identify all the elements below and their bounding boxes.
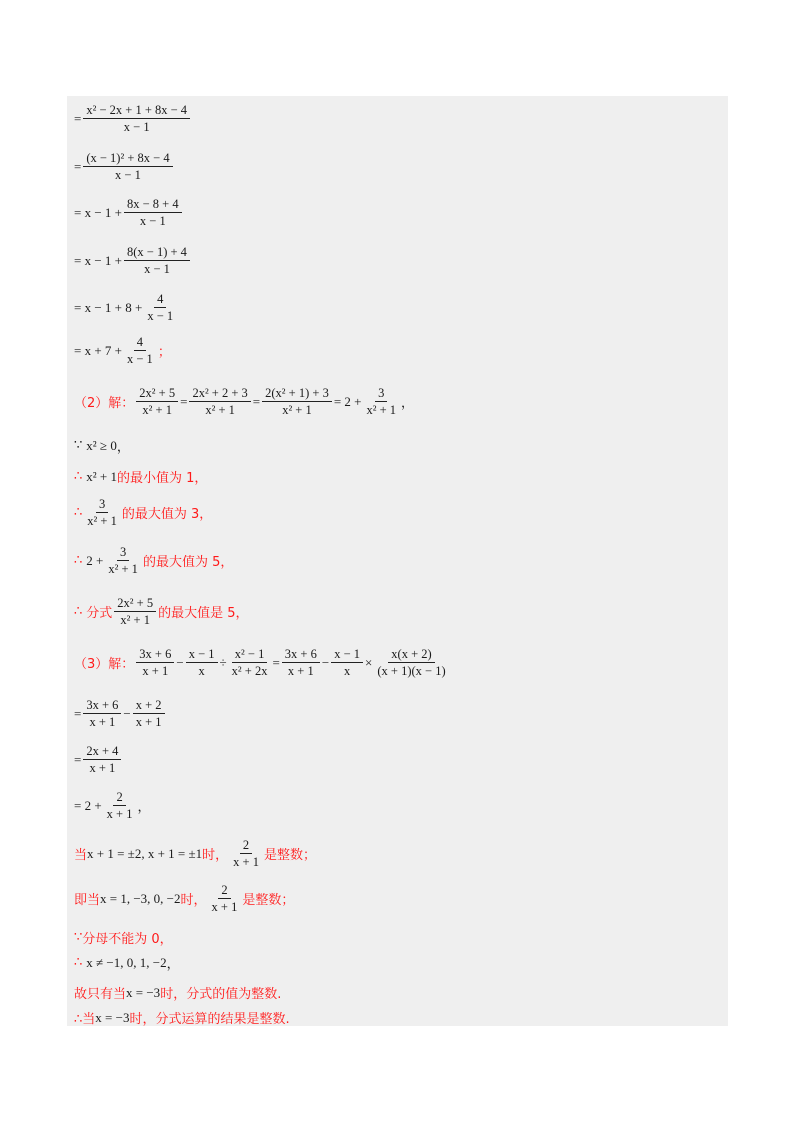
denominator: x² + 1 [120,613,150,627]
conclusion-text: 的最大值是 5， [158,606,249,621]
fraction [83,150,172,183]
operator: ÷ [219,654,227,670]
step-line-4 [74,244,192,277]
numerator: 8x − 8 + 4 [124,196,182,213]
condition-line-1 [74,837,316,870]
step-line-p3-3 [74,789,151,822]
inline-math: x + 1 = ±2, x + 1 = ±1 [87,845,203,861]
punctuation: ， [137,799,151,814]
numerator: x − 1 [331,646,363,663]
denominator: x + 1 [287,664,314,678]
equals-sign: = [252,393,261,409]
numerator: x² − 1 [232,646,268,663]
inline-math: x = 1, −3, 0, −2 [100,890,181,906]
fraction [144,291,176,324]
therefore-symbol: ∴ [74,505,83,520]
step-line-p3-1 [74,697,167,730]
expression: = x − 1 + [74,252,122,268]
denominator: x − 1 [147,309,174,323]
fraction [363,385,399,418]
denominator: x² + 1 [282,403,312,417]
equals-sign: = [74,751,82,767]
therefore-line-2 [74,496,212,529]
label-text: 时， [180,893,207,908]
punctuation: ， [116,439,130,454]
therefore-symbol: ∴ [74,469,83,484]
denominator: x + 1 [211,900,238,914]
fraction [124,244,190,277]
expression: = x + 7 + [74,342,122,358]
equals-sign: = [180,393,188,409]
numerator: 3x + 6 [136,646,174,663]
denominator: x − 1 [127,352,153,366]
numerator: x(x + 2) [388,646,434,663]
step-line-p3-2 [74,743,123,776]
label-text: 即当 [74,893,101,908]
therefore-line-5 [74,953,180,972]
because-symbol: ∵ [74,438,83,453]
therefore-line-3 [74,544,233,577]
conclusion-text: 时，分式运算的结果是整数. [129,1012,290,1027]
numerator: 2x + 4 [83,743,121,760]
expression: = 2 + [74,797,102,813]
denominator: x + 1 [89,715,116,729]
condition-line-2 [74,882,294,915]
numerator: 3 [96,496,108,513]
denominator: x² + 1 [366,403,397,417]
denominator: x + 1 [106,807,133,821]
operator: − [321,654,330,670]
fraction [124,196,182,229]
fraction [133,697,165,730]
conclusion-text: 的最小值为 1， [117,471,208,486]
fraction [230,837,262,870]
equals-sign: = [74,158,82,174]
inline-math: x ≠ −1, 0, 1, −2 [86,954,167,970]
because-line-2 [74,928,173,947]
punctuation: ， [166,956,180,971]
numerator: 3 [375,385,387,402]
therefore-symbol: ∴ [74,553,83,568]
expression: = x − 1 + [74,204,122,220]
fraction [83,102,190,135]
conclusion-text: 的最大值为 5， [142,555,234,570]
denominator: x + 1 [142,664,169,678]
therefore-symbol: ∴ [74,955,83,970]
expression: 2 + [86,552,104,568]
fraction [83,697,121,730]
conclusion-text: 是整数； [242,893,295,908]
inline-math: x² ≥ 0 [86,437,117,453]
conclusion-line-2 [74,1008,290,1027]
reason-text: 分母不能为 0， [82,932,173,947]
because-line [74,436,130,455]
fraction [84,496,120,529]
numerator: 4 [154,291,166,308]
numerator: 2 [240,837,252,854]
therefore-symbol: ∴ [74,604,83,619]
denominator: x² + 1 [205,403,235,417]
denominator: x + 1 [89,761,116,775]
denominator: x − 1 [115,168,141,182]
fraction [83,743,121,776]
numerator: 4 [134,334,146,351]
fraction [209,882,241,915]
inline-math: x = −3 [126,984,161,1000]
fraction [189,385,250,418]
conclusion-line-1 [74,983,281,1002]
label-text: 故只有当 [74,987,127,1002]
step-line-1 [74,102,192,135]
part3-label: （3）解： [74,657,135,672]
denominator: x² + 2x [231,664,268,678]
numerator: 2x² + 2 + 3 [189,385,250,402]
denominator: x² + 1 [108,562,138,576]
because-symbol: ∵ [74,930,83,945]
therefore-line-4 [74,595,249,628]
denominator: x² + 1 [142,403,172,417]
fraction [186,646,218,679]
fraction [105,544,141,577]
denominator: x + 1 [135,715,162,729]
operator: − [176,654,184,670]
denominator: x + 1 [233,855,259,869]
numerator: 2(x² + 1) + 3 [262,385,332,402]
step-line-2 [74,150,175,183]
numerator: x − 1 [186,646,218,663]
expression: = x − 1 + 8 + [74,299,143,315]
fraction [374,646,448,679]
expression: = 2 + [333,393,362,409]
equals-sign: = [74,110,82,126]
label-text: ∴当 [74,1012,96,1027]
fraction [262,385,332,418]
therefore-line-1 [74,467,207,486]
denominator: (x + 1)(x − 1) [377,664,446,678]
denominator: x − 1 [123,120,150,134]
numerator: 2 [113,789,125,806]
step-line-6 [74,334,171,367]
numerator: 8(x − 1) + 4 [124,244,190,261]
fraction [331,646,363,679]
fraction [136,385,178,418]
denominator: x [198,664,205,678]
part2-label: （2）解： [74,396,135,411]
equals-sign: = [272,654,280,670]
part2-solution-line [74,385,414,418]
fraction [124,334,156,367]
inline-math: x = −3 [95,1009,130,1025]
denominator: x² + 1 [87,514,117,528]
step-line-3 [74,196,184,229]
fraction [229,646,271,679]
conclusion-text: 时，分式的值为整数. [160,987,282,1002]
numerator: x + 2 [133,697,165,714]
numerator: 2 [218,882,230,899]
label-text: 分式 [86,606,113,621]
numerator: 3 [117,544,129,561]
step-line-5 [74,291,178,324]
punctuation: ， [401,395,415,410]
punctuation: ； [157,345,171,360]
inline-math: x² + 1 [86,468,118,484]
fraction [282,646,320,679]
denominator: x − 1 [139,214,166,228]
numerator: 2x² + 5 [136,385,178,402]
numerator: x² − 2x + 1 + 8x − 4 [83,102,190,119]
numerator: 3x + 6 [83,697,121,714]
denominator: x − 1 [144,262,170,276]
label-text: 当 [74,848,88,863]
conclusion-text: 的最大值为 3， [121,507,213,522]
operator: − [123,705,131,721]
denominator: x [343,664,351,678]
fraction [114,595,156,628]
part3-solution-line [74,646,451,679]
numerator: 3x + 6 [282,646,320,663]
equals-sign: = [74,705,82,721]
operator: × [365,654,373,670]
conclusion-text: 是整数； [263,848,316,863]
fraction [104,789,136,822]
numerator: (x − 1)² + 8x − 4 [83,150,172,167]
numerator: 2x² + 5 [114,595,156,612]
fraction [136,646,174,679]
label-text: 时， [202,848,229,863]
